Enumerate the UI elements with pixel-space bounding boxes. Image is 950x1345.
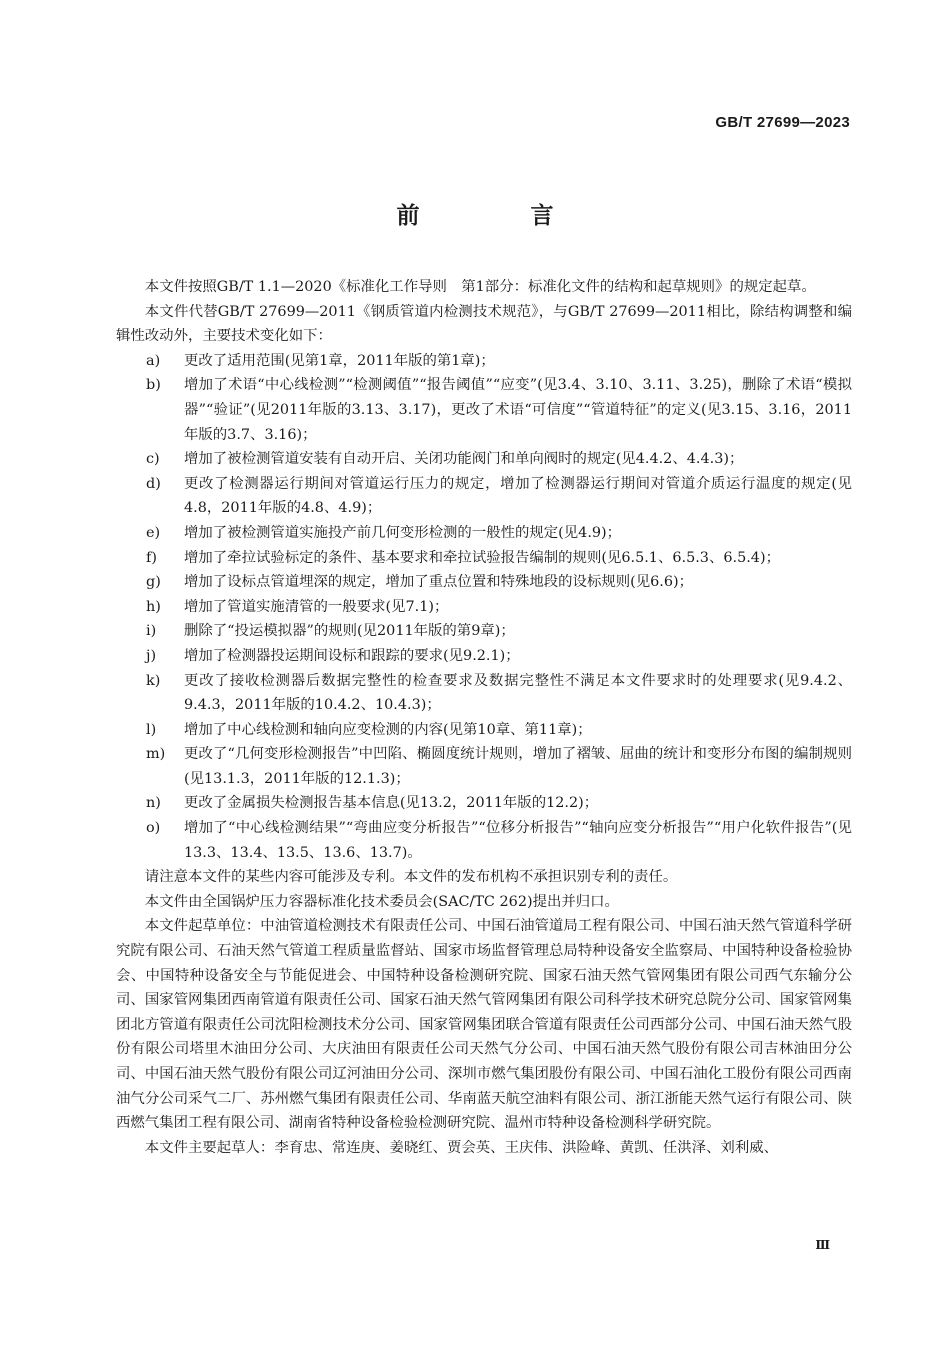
list-item bbox=[116, 373, 852, 447]
list-item bbox=[116, 742, 852, 791]
drafting-units: 本文件起草单位：中油管道检测技术有限责任公司、中国石油管道局工程有限公司、中国石油天然气管道科学研究院有限公司、石油天然气管道工程质量监督站、国家市场监督管理总局特种设备安全监察局、中国特种设备检验协会、中国特种设备安全与节能促进会、中国特种设备检测研究院、国家石油天然气管网集团有限公司西气东输分公司、国家管网集团西南管道有限责任公司、国家石油天然气管网集团有限公司科学技术研究总院分公司、国家管网集团北方管道有限责任公司沈阳检测技术分公司、国家管网集团联合管道有限责任公司西部分公司、中国石油天然气股份有限公司塔里木油田分公司、大庆油田有限责任公司天然气分公司、中国石油天然气股份有限公司吉林油田分公司、中国石油天然气股份有限公司辽河油田分公司、深圳市燃气集团股份有限公司、中国石油化工股份有限公司西南油气分公司采气二厂、苏州燃气集团有限责任公司、华南蓝天航空油料有限公司、浙江浙能天然气运行有限公司、陕西燃气集团工程有限公司、湖南省特种设备检验检测研究院、温州市特种设备检测科学研究院。 bbox=[116, 918, 852, 1132]
list-item bbox=[116, 472, 852, 521]
list-item bbox=[116, 644, 852, 669]
standard-code: GB/T 27699—2023 bbox=[715, 114, 850, 131]
list-text: 增加了管道实施清管的一般要求(见7.1)； bbox=[184, 598, 449, 615]
list-text: 增加了检测器投运期间设标和跟踪的要求(见9.2.1)； bbox=[184, 647, 520, 664]
list-label: m) bbox=[146, 746, 166, 763]
list-text: 更改了“几何变形检测报告”中凹陷、椭圆度统计规则，增加了褶皱、屈曲的统计和变形分布图的编制规则(见13.1.3，2011年版的12.1.3)； bbox=[184, 746, 852, 787]
list-item bbox=[116, 570, 852, 595]
list-item bbox=[116, 669, 852, 718]
list-item bbox=[116, 546, 852, 571]
list-text: 增加了中心线检测和轴向应变检测的内容(见第10章、第11章)； bbox=[184, 721, 592, 738]
list-label: g) bbox=[146, 574, 161, 591]
intro-paragraph: 本文件代替GB/T 27699—2011《钢质管道内检测技术规范》，与GB/T 27699—2011相比，除结构调整和编辑性改动外，主要技术变化如下： bbox=[116, 303, 852, 345]
main-drafters: 本文件主要起草人：李育忠、常连庚、姜晓红、贾会英、王庆伟、洪险峰、黄凯、任洪泽、刘利威、 bbox=[144, 1139, 778, 1156]
list-label: e) bbox=[146, 524, 161, 541]
list-text: 更改了接收检测器后数据完整性的检查要求及数据完整性不满足本文件要求时的处理要求(见9.4.2、9.4.3，2011年版的10.4.2、10.4.3)； bbox=[184, 672, 852, 714]
changes-list bbox=[116, 349, 852, 865]
list-label: o) bbox=[146, 820, 161, 837]
list-text: 增加了“中心线检测结果”“弯曲应变分析报告”“位移分析报告”“轴向应变分析报告”“用户化软件报告”(见13.3、13.4、13.5、13.6、13.7)。 bbox=[184, 820, 852, 861]
proposer-statement: 本文件由全国锅炉压力容器标准化技术委员会(SAC/TC 262)提出并归口。 bbox=[144, 893, 619, 910]
list-label: b) bbox=[146, 377, 161, 394]
list-text: 增加了被检测管道实施投产前几何变形检测的一般性的规定(见4.9)； bbox=[184, 524, 622, 541]
list-item bbox=[116, 619, 852, 644]
list-text: 删除了“投运模拟器”的规则(见2011年版的第9章)； bbox=[184, 623, 515, 640]
list-item bbox=[116, 447, 852, 472]
list-label: h) bbox=[146, 598, 161, 615]
document-body bbox=[116, 275, 852, 1160]
list-label: k) bbox=[146, 672, 161, 689]
list-text: 增加了术语“中心线检测”“检测阈值”“报告阈值”“应变”(见3.4、3.10、3.11、3.25)，删除了术语“模拟器”“验证”(见2011年版的3.13、3.17)，更改了术语“可信度”“管道特征”的定义(见3.15、3.16，2011年版的3.7、3.16)； bbox=[184, 377, 852, 443]
list-item bbox=[116, 521, 852, 546]
list-text: 增加了被检测管道安装有自动开启、关闭功能阀门和单向阀时的规定(见4.4.2、4.4.3)； bbox=[184, 451, 744, 468]
list-item bbox=[116, 595, 852, 620]
list-text: 更改了适用范围(见第1章，2011年版的第1章)； bbox=[184, 352, 495, 369]
list-item bbox=[116, 349, 852, 374]
list-text: 增加了牵拉试验标定的条件、基本要求和牵拉试验报告编制的规则(见6.5.1、6.5.3、6.5.4)； bbox=[184, 549, 780, 566]
list-label: n) bbox=[146, 795, 161, 812]
patent-notice: 请注意本文件的某些内容可能涉及专利。本文件的发布机构不承担识别专利的责任。 bbox=[144, 869, 678, 886]
list-item bbox=[116, 791, 852, 816]
page-title: 前 言 bbox=[396, 203, 598, 229]
list-text: 增加了设标点管道埋深的规定，增加了重点位置和特殊地段的设标规则(见6.6)； bbox=[184, 574, 694, 591]
list-label: a) bbox=[146, 352, 161, 369]
list-text: 更改了金属损失检测报告基本信息(见13.2，2011年版的12.2)； bbox=[184, 795, 599, 812]
intro-paragraph: 本文件按照GB/T 1.1—2020《标准化工作导则 第1部分：标准化文件的结构和起草规则》的规定起草。 bbox=[144, 279, 816, 295]
list-text: 更改了检测器运行期间对管道运行压力的规定，增加了检测器运行期间对管道介质运行温度的规定(见4.8，2011年版的4.8、4.9)； bbox=[184, 475, 852, 517]
list-item bbox=[116, 718, 852, 743]
list-label: i) bbox=[146, 623, 157, 640]
page-number: Ⅲ bbox=[815, 1238, 830, 1252]
list-label: d) bbox=[146, 475, 161, 492]
list-label: j) bbox=[146, 647, 157, 664]
list-item bbox=[116, 816, 852, 865]
list-label: l) bbox=[146, 721, 157, 738]
list-label: f) bbox=[146, 549, 157, 566]
list-label: c) bbox=[146, 451, 160, 468]
